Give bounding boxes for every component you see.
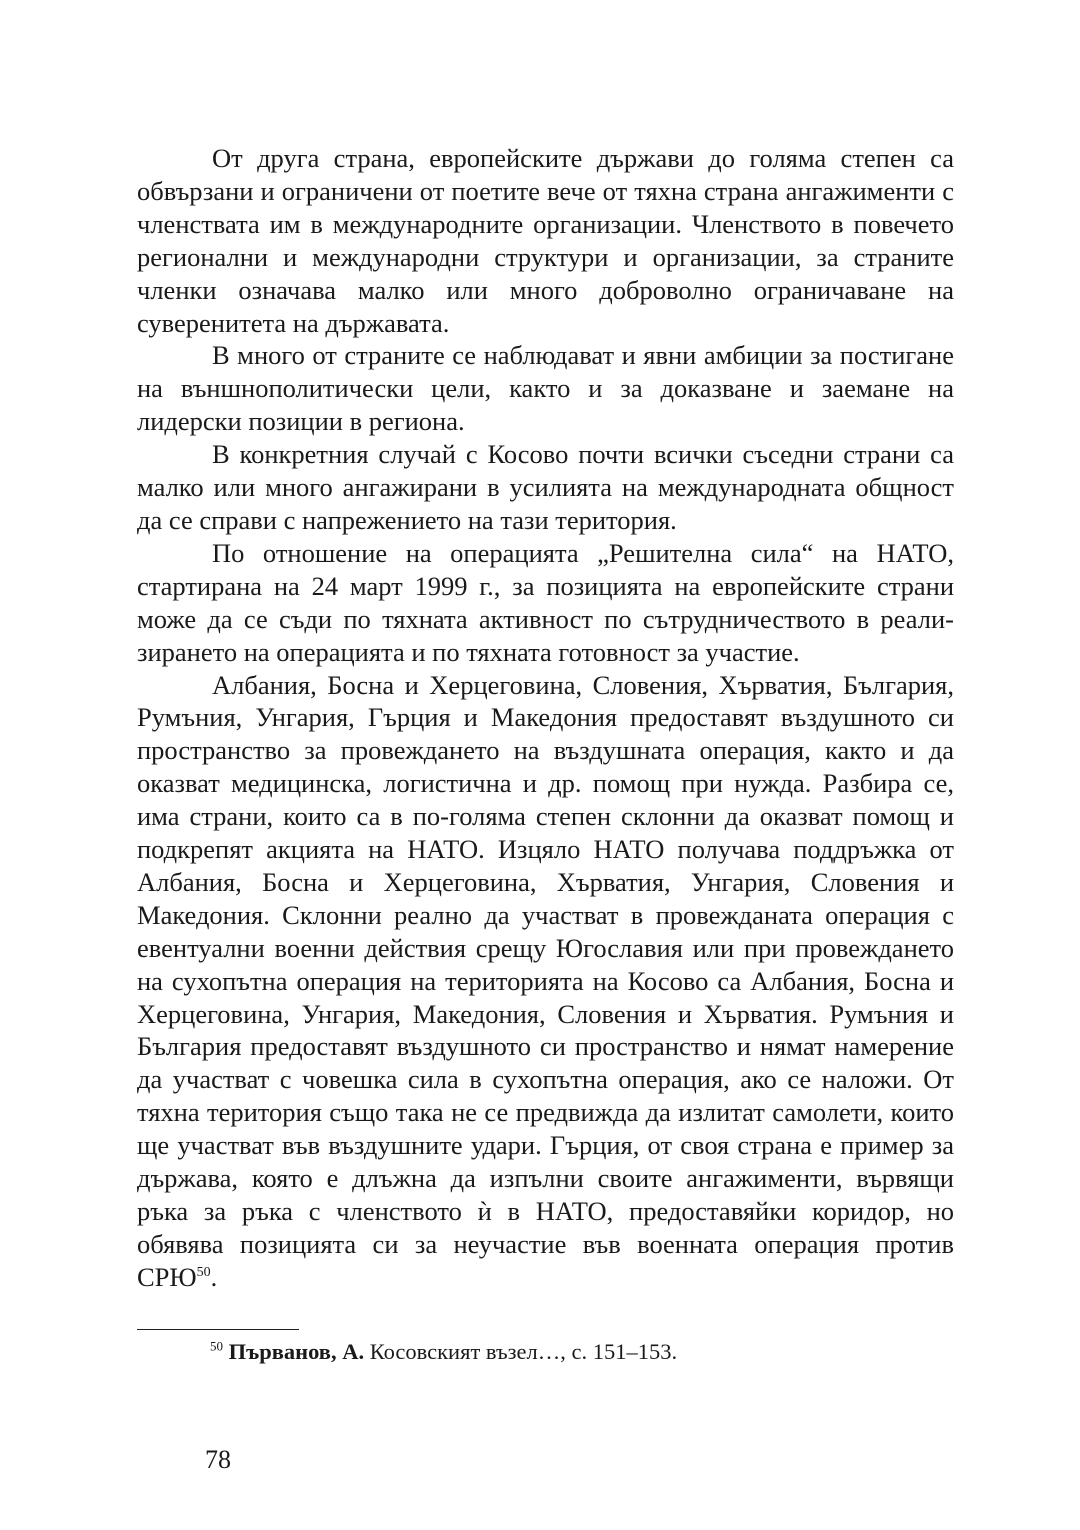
footnote-reference[interactable]: 50 bbox=[196, 1264, 211, 1280]
footnote-separator bbox=[137, 1329, 299, 1330]
footnote-number: 50 bbox=[210, 1338, 223, 1354]
footnote-author: Първанов, А. bbox=[228, 1339, 365, 1364]
paragraph-5-end: . bbox=[210, 1261, 218, 1292]
paragraph-5 bbox=[137, 669, 954, 1294]
paragraph-4: По отношение на операцията „Решителна сила“ на НАТО, стартирана на 24 март 1999 г., за позицията на европейските страни може да се съди по тяхната активност по сътрудничеството в реализирането на операцията и по тяхната готовност за участие. bbox=[137, 537, 954, 667]
paragraph-1: От друга страна, европейските държави до голяма степен са обвързани и ограничени от поетите вече от тяхна страна ангажименти с членствата им в международните организации. Членството в повечето регионални и международни структури и организации, за страните членки означава малко или много доброволно ограничаване на суверенитета на държавата. bbox=[137, 143, 954, 338]
footnote bbox=[210, 1337, 677, 1367]
paragraph-3: В конкретния случай с Косово почти всички съседни страни са малко или много ангажирани в усилията на международната общност да се справи с напрежението на тази територия. bbox=[137, 439, 954, 535]
paragraph-2: В много от страните се наблюдават и явни амбиции за постигане на външнополитически цели, както и за доказване и заемане на лидерски позиции в региона. bbox=[137, 340, 954, 437]
page-number: 78 bbox=[205, 1445, 231, 1474]
page-body bbox=[137, 142, 954, 1294]
footnote-text: Косовският възел…, с. 151–153. bbox=[364, 1339, 678, 1364]
paragraph-5-text: Албания, Босна и Херцеговина, Словения, Хърватия, България, Румъния, Унгария, Гърция и Македония предоставят въздушното си пространство за провеждането на въздушната операция, както и да оказват медицинска, логистична и др. помощ при нужда. Разбира се, има страни, които са в по-голяма степен склонни да оказват помощ и подкрепят акцията на НАТО. Изцяло НАТО получава поддръжка от Албания, Босна и Херцеговина, Хърватия, Унгария, Словения и Македония. Склонни реално да участват в провежданата операция с евентуални военни действия срещу Югославия или при провеждането на сухопътна операция на територията на Косово са Албания, Босна и Херцеговина, Унгария, Македония, Словения и Хърватия. Румъния и България предоставят въздушното си пространство и нямат намерение да участват с човешка сила в сухопътна операция, ако се наложи. От тяхна територия също така не се предвижда да излитат самолети, които ще участват във въздушните удари. Гърция, от своя страна е пример за държава, която е длъжна да изпълни своите ангажименти, вървящи ръка за ръка с членството ѝ в НАТО, предоставяйки коридор, но обявява позицията си за неучастие във военната операция против СРЮ bbox=[137, 669, 954, 1292]
